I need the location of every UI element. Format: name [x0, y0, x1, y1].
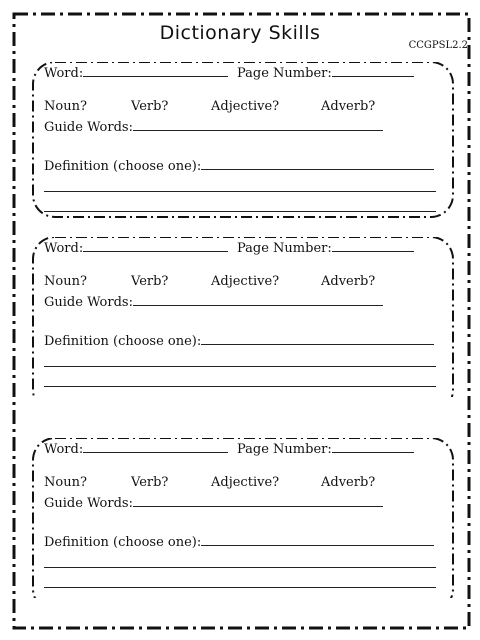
- word-answer-line[interactable]: [83, 64, 228, 77]
- page-number-field[interactable]: [237, 440, 414, 457]
- adverb-option[interactable]: Adverb?: [321, 274, 376, 289]
- word-field[interactable]: [44, 440, 228, 457]
- card-frame: [0, 237, 480, 397]
- standard-code: CCGPSL2.2: [408, 40, 468, 51]
- definition-extra-line[interactable]: [44, 386, 436, 387]
- noun-option[interactable]: Noun?: [44, 475, 87, 490]
- page-number-label: Page Number:: [237, 442, 332, 457]
- guide-words-label: Guide Words:: [44, 496, 133, 511]
- definition-answer-line[interactable]: [201, 533, 434, 546]
- noun-option[interactable]: Noun?: [44, 274, 87, 289]
- adverb-option[interactable]: Adverb?: [321, 99, 376, 114]
- card-frame: [0, 438, 480, 598]
- guide-words-answer-line[interactable]: [133, 494, 383, 507]
- guide-words-label: Guide Words:: [44, 295, 133, 310]
- definition-extra-line[interactable]: [44, 366, 436, 367]
- adverb-option[interactable]: Adverb?: [321, 475, 376, 490]
- worksheet-title: Dictionary Skills: [159, 22, 321, 44]
- definition-field[interactable]: [44, 157, 434, 174]
- adjective-option[interactable]: Adjective?: [211, 99, 280, 114]
- definition-answer-line[interactable]: [201, 157, 434, 170]
- definition-field[interactable]: [44, 332, 434, 349]
- guide-words-answer-line[interactable]: [133, 293, 383, 306]
- word-label: Word:: [44, 241, 84, 256]
- page-number-label: Page Number:: [237, 66, 332, 81]
- verb-option[interactable]: Verb?: [131, 475, 169, 490]
- noun-option[interactable]: Noun?: [44, 99, 87, 114]
- definition-answer-line[interactable]: [201, 332, 434, 345]
- definition-extra-line[interactable]: [44, 567, 436, 568]
- definition-label: Definition (choose one):: [44, 334, 202, 349]
- guide-words-field[interactable]: [44, 293, 383, 310]
- definition-extra-line[interactable]: [44, 191, 436, 192]
- guide-words-answer-line[interactable]: [133, 118, 383, 131]
- page-number-label: Page Number:: [237, 241, 332, 256]
- verb-option[interactable]: Verb?: [131, 99, 169, 114]
- guide-words-label: Guide Words:: [44, 120, 133, 135]
- word-field[interactable]: [44, 239, 228, 256]
- guide-words-field[interactable]: [44, 494, 383, 511]
- word-field[interactable]: [44, 64, 228, 81]
- card-frame: [0, 62, 480, 222]
- word-answer-line[interactable]: [83, 440, 228, 453]
- page-number-answer-line[interactable]: [332, 64, 414, 77]
- definition-extra-line[interactable]: [44, 587, 436, 588]
- adjective-option[interactable]: Adjective?: [211, 274, 280, 289]
- page-number-answer-line[interactable]: [332, 440, 414, 453]
- definition-extra-line[interactable]: [44, 211, 436, 212]
- definition-label: Definition (choose one):: [44, 535, 202, 550]
- word-answer-line[interactable]: [83, 239, 228, 252]
- adjective-option[interactable]: Adjective?: [211, 475, 280, 490]
- page-number-field[interactable]: [237, 239, 414, 256]
- word-label: Word:: [44, 66, 84, 81]
- guide-words-field[interactable]: [44, 118, 383, 135]
- word-label: Word:: [44, 442, 84, 457]
- definition-label: Definition (choose one):: [44, 159, 202, 174]
- page-number-field[interactable]: [237, 64, 414, 81]
- page-number-answer-line[interactable]: [332, 239, 414, 252]
- definition-field[interactable]: [44, 533, 434, 550]
- verb-option[interactable]: Verb?: [131, 274, 169, 289]
